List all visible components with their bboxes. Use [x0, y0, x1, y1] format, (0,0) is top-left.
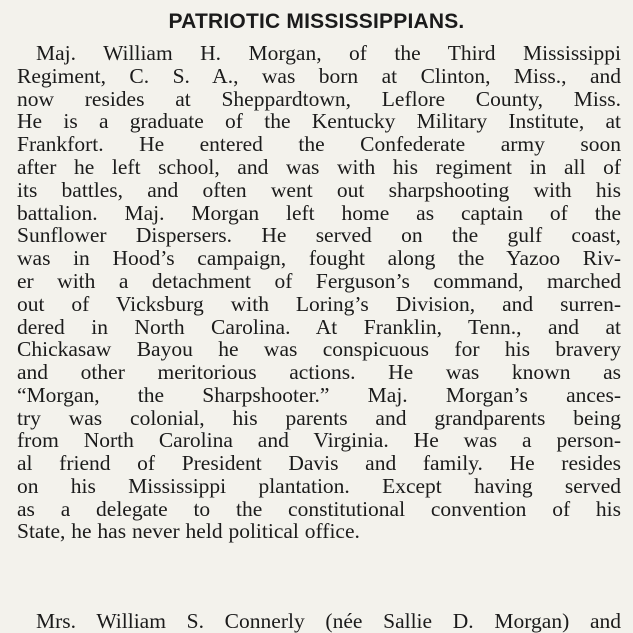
paragraph-line: Sunflower Dispersers. He served on the gulf coast,: [17, 223, 621, 247]
paragraph-line: Regiment, C. S. A., was born at Clinton, Miss., and: [17, 64, 621, 88]
paragraph-line: Frankfort. He entered the Confederate army soon: [17, 132, 621, 156]
paragraph-line: He is a graduate of the Kentucky Military Institute, at: [17, 109, 621, 133]
article-title: PATRIOTIC MISSISSIPPIANS.: [168, 10, 465, 33]
paragraph-line: al friend of President Davis and family. He resides: [17, 451, 621, 475]
paragraph-line: Chickasaw Bayou he was conspicuous for his bravery: [17, 337, 621, 361]
paragraph-line: Maj. William H. Morgan, of the Third Mississippi: [36, 41, 621, 65]
paragraph-line: out of Vicksburg with Loring’s Division, and surren-: [17, 292, 621, 316]
paragraph-line: battalion. Maj. Morgan left home as captain of the: [17, 201, 621, 225]
paragraph-line: after he left school, and was with his regiment in all of: [17, 155, 621, 179]
paragraph-line: now resides at Sheppardtown, Leflore County, Miss.: [17, 87, 621, 111]
paragraph-line: was in Hood’s campaign, fought along the Yazoo Riv-: [17, 246, 621, 270]
paragraph-line: “Morgan, the Sharpshooter.” Maj. Morgan’s ances-: [17, 383, 621, 407]
paragraph-line: as a delegate to the constitutional convention of his: [17, 497, 621, 521]
next-paragraph-line: Mrs. William S. Connerly (née Sallie D. Morgan) and: [36, 609, 621, 633]
paragraph-line: and other meritorious actions. He was known as: [17, 360, 621, 384]
paragraph-line: try was colonial, his parents and grandparents being: [17, 406, 621, 430]
paragraph-line: from North Carolina and Virginia. He was a person-: [17, 428, 621, 452]
paragraph-line: its battles, and often went out sharpshooting with his: [17, 178, 621, 202]
paragraph-line: State, he has never held political office.: [17, 519, 360, 543]
paragraph-line: dered in North Carolina. At Franklin, Tenn., and at: [17, 315, 621, 339]
paragraph-line: on his Mississippi plantation. Except having served: [17, 474, 621, 498]
paragraph-line: er with a detachment of Ferguson’s command, marched: [17, 269, 621, 293]
